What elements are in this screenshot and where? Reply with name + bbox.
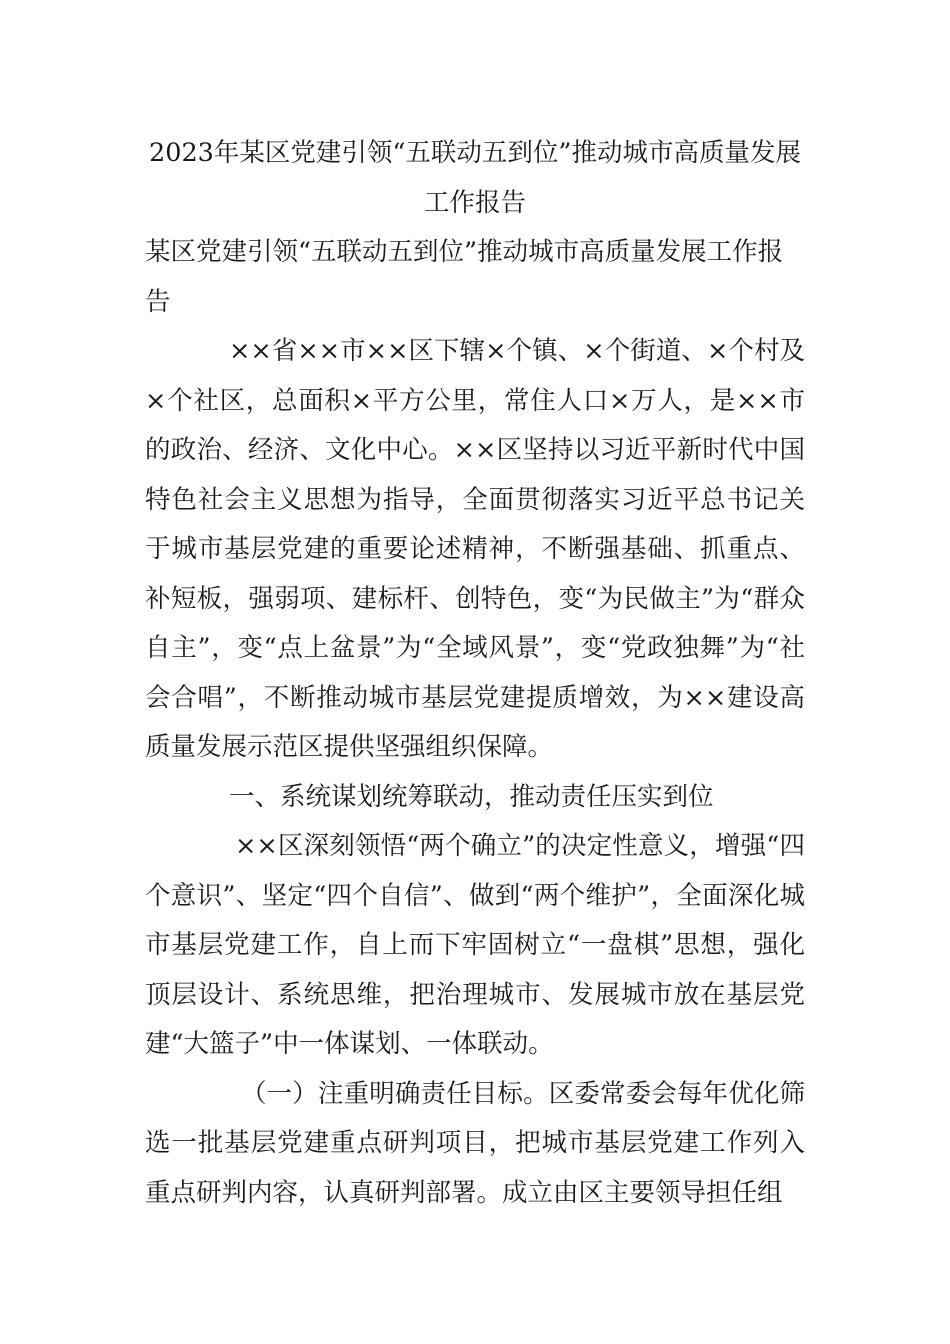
subsection-paragraph: （一）注重明确责任目标。区委常委会每年优化筛选一批基层党建重点研判项目，把城市基层党建工作列入重点研判内容，认真研判部署。成立由区主要领导担任组 xyxy=(145,1078,805,1208)
document-subtitle: 某区党建引领“五联动五到位”推动城市高质量发展工作报告 xyxy=(145,237,784,317)
intro-paragraph: ××省××市××区下辖×个镇、×个街道、×个村及×个社区，总面积×平方公里，常住人口×万人，是××市的政治、经济、文化中心。××区坚持以习近平新时代中国特色社会主义思想为指导，全面贯彻落实习近平总书记关于城市基层党建的重要论述精神，不断强基础、抓重点、补短板，强弱项、建标杆、创特色，变“为民做主”为“群众自主”，变“点上盆景”为“全域风景”，变“党政独舞”为“社会合唱”，不断推动城市基层党建提质增效，为××建设高质量发展示范区提供坚强组织保障。 xyxy=(145,336,805,762)
section-paragraph: ××区深刻领悟“两个确立”的决定性意义，增强“四个意识”、坚定“四个自信”、做到“两个维护”，全面深化城市基层党建工作，自上而下牢固树立“一盘棋”思想，强化顶层设计、系统思维，把治理城市、发展城市放在基层党建“大篮子”中一体谋划、一体联动。 xyxy=(145,831,805,1059)
document-title: 2023年某区党建引领“五联动五到位”推动城市高质量发展工作报告 xyxy=(149,138,801,218)
section-heading: 一、系统谋划统筹联动，推动责任压实到位 xyxy=(229,781,714,812)
document-page xyxy=(145,128,805,1218)
